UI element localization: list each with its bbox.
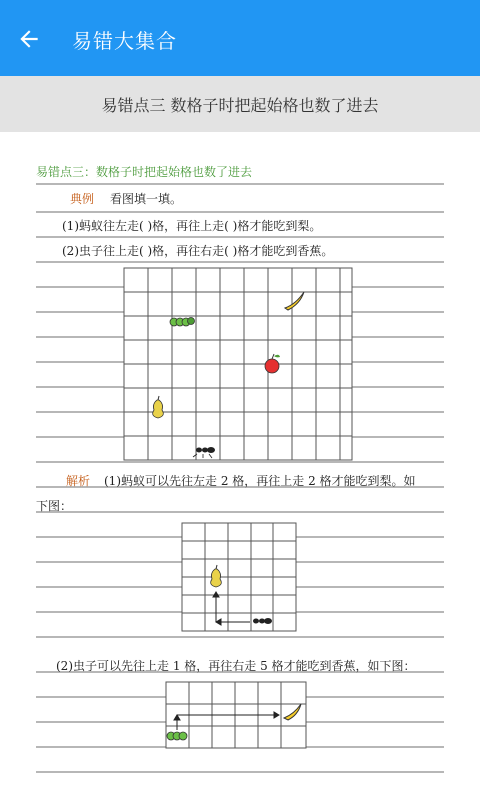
banana-icon xyxy=(285,292,304,310)
path-arrows-1 xyxy=(213,592,250,625)
question-2: (2)虫子往上走( )格，再往右走( )格才能吃到香蕉。 xyxy=(62,244,334,258)
section-subtitle: 易错点三 数格子时把起始格也数了进去 xyxy=(0,76,480,132)
pear-icon xyxy=(211,565,222,587)
caterpillar-icon xyxy=(170,318,195,327)
analysis-text-1: (1)蚂蚁可以先往左走 2 格，再往上走 2 格才能吃到梨。如 xyxy=(104,474,416,488)
banana-icon xyxy=(284,704,301,720)
caterpillar-icon xyxy=(167,732,187,740)
ant-icon xyxy=(253,618,272,624)
analysis-text-2: (2)虫子可以先往上走 1 格，再往右走 5 格才能吃到香蕉，如下图： xyxy=(56,659,416,673)
path-arrows-2 xyxy=(174,712,279,730)
notebook-image xyxy=(0,132,480,800)
main-grid xyxy=(124,268,352,460)
pear-icon xyxy=(153,396,164,418)
analysis-grid-1 xyxy=(182,523,296,631)
analysis-text-1b: 下图： xyxy=(36,499,73,513)
app-bar xyxy=(0,0,480,76)
example-text: 看图填一填。 xyxy=(110,192,183,206)
notebook-heading: 易错点三：数格子时把起始格也数了进去 xyxy=(36,165,253,179)
question-1: (1)蚂蚁往左走( )格，再往上走( )格才能吃到梨。 xyxy=(62,219,322,233)
example-tag: 典例 xyxy=(70,192,95,206)
apple-icon xyxy=(265,354,280,373)
analysis-tag: 解析 xyxy=(66,474,91,488)
arrow-left-icon[interactable] xyxy=(16,26,42,52)
page-title: 易错大集合 xyxy=(72,29,177,53)
